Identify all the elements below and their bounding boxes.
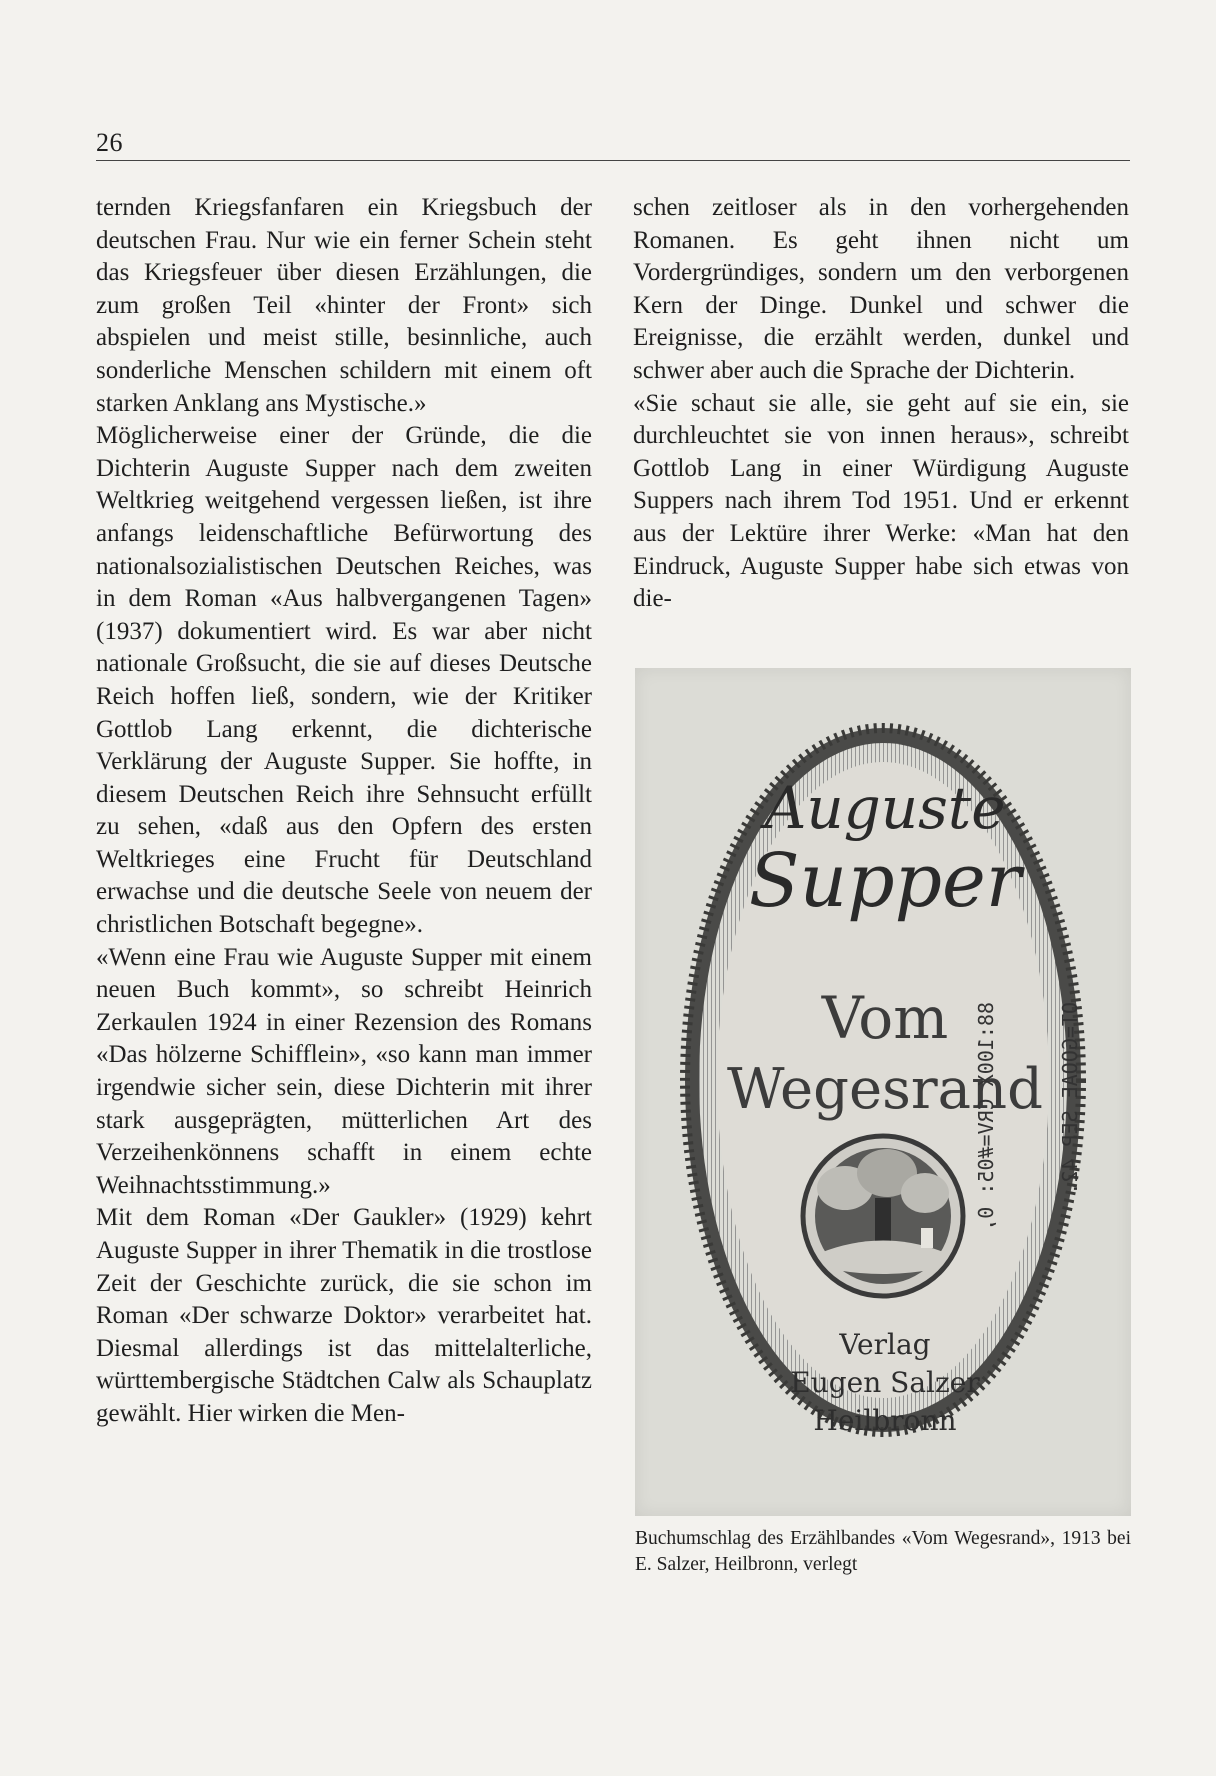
cover-publisher-line2: Eugen Salzer [790,1366,980,1399]
right-column [633,192,1129,616]
left-paragraph-4: Mit dem Roman «Der Gaukler» (1929) kehrt Auguste Supper in ihrer Thematik in die trostlose Zeit der Geschichte zurück, die sie schon im Roman «Der schwarze Doktor» verarbeitet hat. Diesmal allerdings ist das mittelalterliche, württembergische Städtchen Calw als Schauplatz gewählt. Hier wirken die Men- [96,1204,592,1427]
right-paragraph-1: schen zeitloser als in den vorhergehenden Romanen. Es geht ihnen nicht um Vordergründiges, sondern um den verborgenen Kern der Dinge. Dunkel und schwer die Ereignisse, die erzählt werden, dunkel und schwer aber auch die Sprache der Dichterin. [633,194,1129,384]
cover-author-line2: Supper [748,838,1022,924]
cover-title-line1: Vom [821,984,949,1052]
side-scan-stamp [944,1002,1140,1231]
page-number: 26 [96,128,123,157]
cover-publisher-line3: Heilbronn [813,1404,957,1437]
figure-caption: Buchumschlag des Erzählbandes «Vom Wegesrand», 1913 bei E. Salzer, Heilbronn, verlegt [635,1528,1131,1575]
left-column [96,192,592,1431]
tree-vignette [803,1136,963,1296]
cover-publisher-line1: Verlag [839,1328,931,1361]
left-paragraph-1: ternden Kriegsfanfaren ein Kriegsbuch der deutschen Frau. Nur wie ein ferner Schein steht das Kriegsfeuer über diesen Erzählungen, die zum großen Teil «hinter der Front» sich abspielen und meist stille, besinnliche, auch sonderliche Menschen schildern mit einem oft starken Anklang ans Mystische.» [96,194,592,417]
left-paragraph-2: Möglicherweise einer der Gründe, die die Dichterin Auguste Supper nach dem zweiten Weltkrieg weitgehend vergessen ließen, ist ihre anfangs leidenschaftliche Befürwortung des nationalsozialistischen Deutschen Reiches, was in dem Roman «Aus halbvergangenen Tagen» (1937) dokumentiert wird. Es war aber nicht nationale Großsucht, die sie auf dieses Deutsche Reich hoffen ließ, sondern, wie der Kritiker Gottlob Lang erkennt, die dichterische Verklärung der Auguste Supper. Sie hoffte, in diesem Deutschen Reich ihre Sehnsucht erfüllt zu sehen, «daß aus den Opfern des ersten Weltkrieges eine Frucht für Deutschland erwachse und die deutsche Seele von neuem der christlichen Botschaft begegne». [96,422,592,939]
header-rule [96,160,1130,161]
side-stamp-line1: OT=GOOAE SEP 42. [1058,1002,1082,1195]
right-paragraph-2: «Sie schaut sie alle, sie geht auf sie ein, sie durchleuchtet sie von innen heraus», schreibt Gottlob Lang in einer Würdigung Auguste Suppers nach ihrem Tod 1951. Und er erkennt aus der Lektüre ihrer Werke: «Man hat den Eindruck, Auguste Supper habe sich etwas von die- [633,389,1129,613]
side-stamp-line2: 88:100X CRV=#05: 0, [974,1002,998,1231]
left-paragraph-3: «Wenn eine Frau wie Auguste Supper mit einem neuen Buch kommt», so schreibt Heinrich Zerkaulen 1924 in einer Rezension des Romans «Das hölzerne Schifflein», «so kann man immer irgendwie sicher sein, diese Dichterin mit ihrer stark ausgeprägten, mütterlichen Art des Verzeihenkönnens schafft in einem echte Weihnachtsstimmung.» [96,943,592,1199]
cover-title-line2: Wegesrand [727,1057,1043,1122]
cover-author-line1: Auguste [764,774,1006,842]
